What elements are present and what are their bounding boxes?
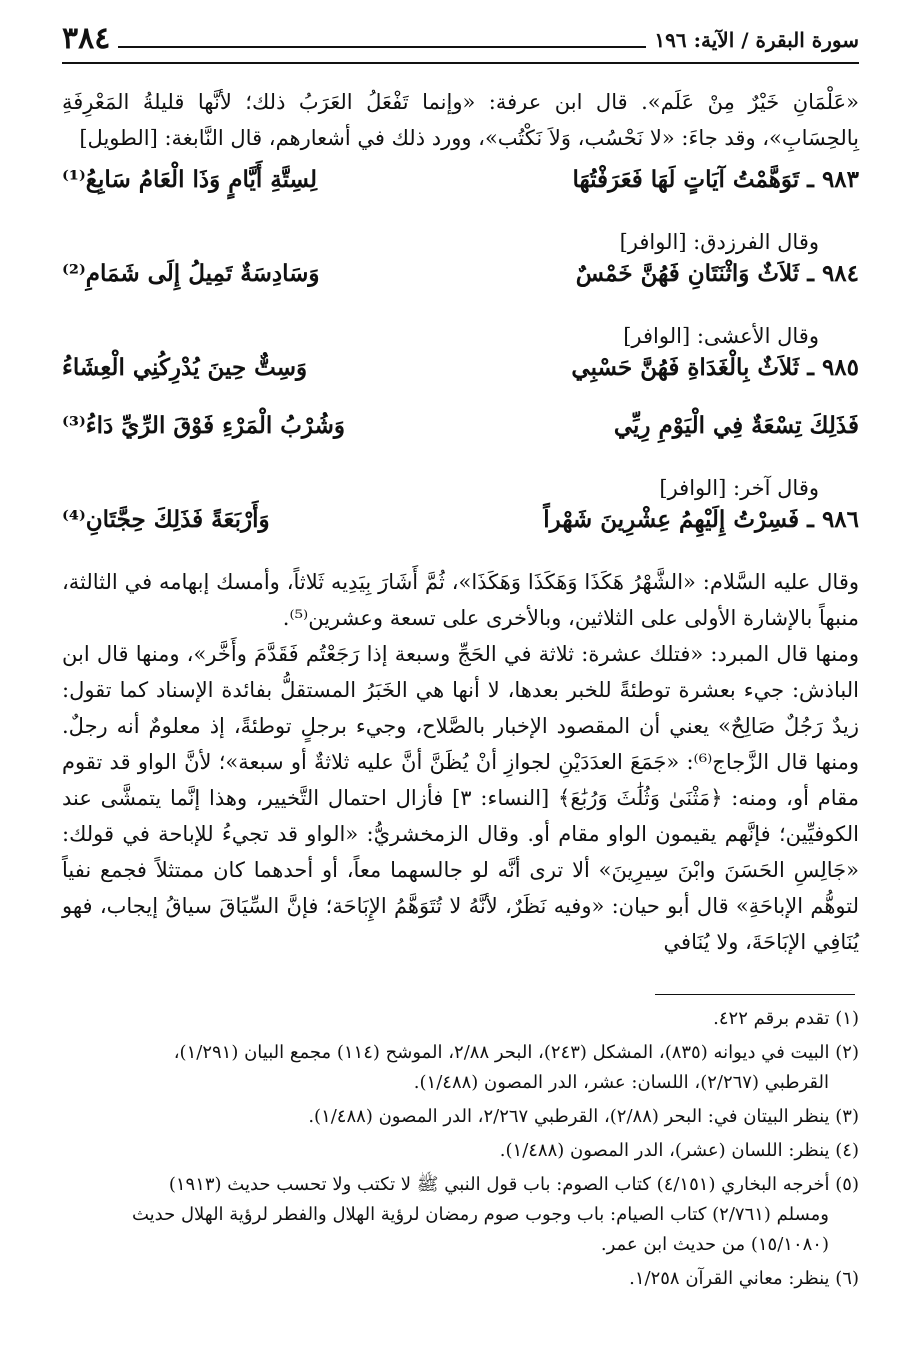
page-header: [62, 14, 859, 54]
page-number: ٣٨٤: [62, 21, 111, 56]
verse-first-hemistich: ٩٨٤ ـ ثَلاَثٌ وَاثْنَتَانِ فَهُنَّ خَمْسٌ: [575, 260, 859, 287]
verse-group: [62, 166, 859, 564]
verse-985-line-2: [62, 412, 859, 470]
footnote-5-line-1: (٥) أخرجه البخاري (٤/١٥١) كتاب الصوم: باب قول النبي ﷺ لا تكتب ولا تحسب حديث (١٩١٣): [168, 1174, 859, 1195]
verse-986: [62, 506, 859, 564]
verse-second-hemistich: وَشُرْبُ الْمَرْءِ فَوْقَ الرِّيِّ دَاءُ⁽³⁾: [62, 412, 345, 439]
footnote-2: [62, 1038, 859, 1098]
header-separator: [118, 46, 646, 48]
verse-second-hemistich: وَسَادِسَةٌ تَمِيلُ إِلَى شَمَامِ⁽²⁾: [62, 260, 320, 287]
footnote-rule: [655, 994, 855, 995]
verse-intro: وقال آخر: [الوافر]: [659, 476, 819, 500]
footnote-1: (١) تقدم برقم ٤٢٢.: [713, 1008, 859, 1029]
running-head: سورة البقرة / الآية: ١٩٦: [654, 28, 859, 52]
main-text: [62, 84, 859, 960]
footnote-2-line-2: القرطبي (٢/٢٦٧)، اللسان: عشر، الدر المصون (١/٤٨٨).: [413, 1072, 829, 1093]
footnote-5-line-3: (١٥/١٠٨٠) من حديث ابن عمر.: [600, 1234, 829, 1255]
verse-first-hemistich: فَذَلِكَ تِسْعَةٌ فِي الْيَوْمِ رِيِّي: [613, 412, 859, 439]
paragraph-hadith: وقال عليه السَّلام: «الشَّهْرُ هَكَذَا وَهَكَذَا وَهَكَذَا»، ثُمَّ أَشَارَ بِيَدِيه ثَلاثاً، وأمسك إبهامه في الثالثة، منبهاً بالإشارة الأولى على الثلاثين، وبالأخرى على تسعة وعشرين⁽⁵⁾.: [62, 570, 859, 630]
verse-985-line-1: [62, 354, 859, 412]
footnote-5-line-2: ومسلم (٢/٧٦١) كتاب الصيام: باب وجوب صوم رمضان لرؤية الهلال والفطر لرؤية الهلال حديث: [131, 1204, 829, 1225]
footnote-4: (٤) ينظر: اللسان (عشر)، الدر المصون (١/٤٨٨).: [499, 1140, 859, 1161]
paragraph-intro: «عَلْمَانِ خَيْرٌ مِنْ عَلَم». قال ابن عرفة: «وإنما تَفْعَلُ العَرَبُ ذلك؛ لأنَّها قليلةُ المَعْرِفَةِ بِالحِسَابِ»، وقد جاءَ: «لا نَحْسُب، وَلاَ نَكْتُب»، وورد ذلك في أشعارهم، قال النَّابغة: [الطويل]: [62, 90, 860, 150]
footnote-2-line-1: (٢) البيت في ديوانه (٨٣٥)، المشكل (٢٤٣)، البحر ٢/٨٨، الموشح (١١٤) مجمع البيان (١/٢٩١)،: [173, 1042, 859, 1063]
footnotes: [62, 1004, 859, 1298]
verse-first-hemistich: ٩٨٣ ـ تَوَهَّمْتُ آيَاتٍ لَهَا فَعَرَفْتُهَا: [572, 166, 859, 193]
verse-984: [62, 260, 859, 318]
verse-983: [62, 166, 859, 224]
verse-second-hemistich: لِسِتَّةِ أَيَّامٍ وَذَا الْعَامُ سَابِعُ⁽¹⁾: [62, 166, 318, 193]
footnote-6: (٦) ينظر: معاني القرآن ١/٢٥٨.: [629, 1268, 859, 1289]
verse-second-hemistich: وَأَرْبَعَةً فَذَلِكَ حِجَّتَانِ⁽⁴⁾: [62, 506, 270, 533]
verse-first-hemistich: ٩٨٥ ـ ثَلاَثٌ بِالْغَدَاةِ فَهُنَّ حَسْبِي: [571, 354, 859, 381]
footnote-5: [62, 1170, 859, 1260]
verse-first-hemistich: ٩٨٦ ـ فَسِرْتُ إِلَيْهِمُ عِشْرِينَ شَهْراً: [543, 506, 859, 533]
verse-intro: وقال الأعشى: [الوافر]: [623, 324, 819, 348]
verse-intro: وقال الفرزدق: [الوافر]: [619, 230, 819, 254]
footnote-3: (٣) ينظر البيتان في: البحر (٢/٨٨)، القرطبي ٢/٢٦٧، الدر المصون (١/٤٨٨).: [308, 1106, 859, 1127]
verse-second-hemistich: وَسِتٌّ حِينَ يُدْرِكُنِي الْعِشَاءُ: [62, 354, 308, 381]
header-rule: [62, 62, 859, 64]
paragraph-commentary: ومنها قال المبرد: «فتلك عشرة: ثلاثة في الحَجِّ وسبعة إذا رَجَعْتُم فَقَدَّمَ وأَخَّر»، ومنها قال ابن الباذش: جيء بعشرة توطئةً للخبر بعدها، لا أنها هي الخَبَرُ المستقلُّ بفائدة الإسناد كما تقول: زيدٌ رَجُلٌ صَالِحٌ» يعني أن المقصود الإخبار بالصَّلاح، وجيء برجلٍ توطئةً، إذ معلومٌ أنه رجلٌ. ومنها قال الزَّجاج⁽⁶⁾: «جَمَعَ العدَدَيْنِ لجوازِ أنْ يُظَنَّ أنَّ عليه ثلاثةٌ أو سبعة»؛ لأنَّ الواو قد تقوم مقام أو، ومنه: ﴿مَثْنَىٰ وَثُلَٰثَ وَرُبَٰعَ﴾ [النساء: ٣] فأزال احتمال التَّخيير، وهذا إنَّما يتمشَّى عند الكوفيِّين؛ فإنَّهم يقيمون الواو مقام أو. وقال الزمخشريُّ: «الواو قد تجيءُ للإباحة في قولك: «جَالِسِ الحَسَنَ وابْنَ سِيرِينَ» ألا ترى أنَّه لو جالسهما معاً، أو أحدهما كان ممتثلاً فجمع نفياً لتوهُّم الإباحَةِ» قال أبو حيان: «وفيه نَظَرٌ، لأنَّهُ لا تُتَوَهَّمُ الإِبَاحَة؛ فإنَّ السِّيَاقَ سياقُ إيجاب، فهو يُنَافِي الإبَاحَةَ، ولا يُنَافي: [62, 642, 860, 954]
